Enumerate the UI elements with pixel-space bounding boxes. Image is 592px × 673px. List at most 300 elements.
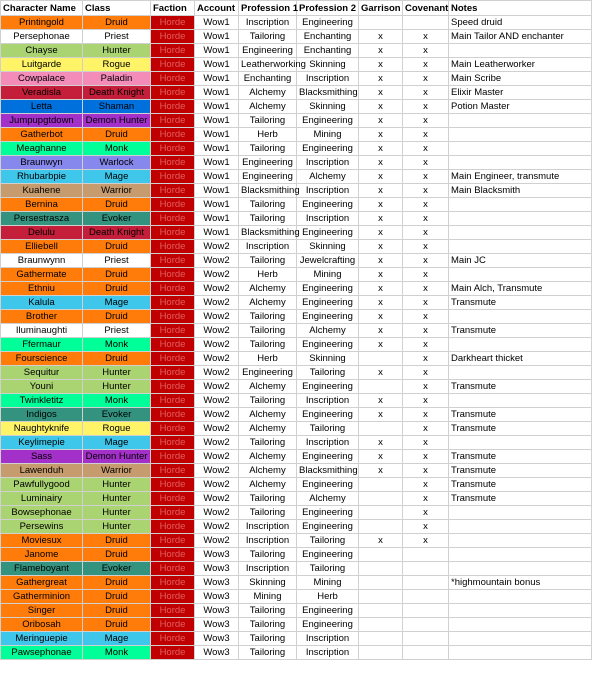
cell-class[interactable]: Evoker (83, 562, 151, 576)
cell-character-name[interactable]: Rhubarbpie (1, 170, 83, 184)
cell-profession-1[interactable]: Tailoring (239, 492, 297, 506)
cell-class[interactable]: Hunter (83, 520, 151, 534)
cell-faction[interactable]: Horde (151, 212, 195, 226)
cell-profession-2[interactable]: Inscription (297, 436, 359, 450)
cell-faction[interactable]: Horde (151, 86, 195, 100)
cell-profession-2[interactable]: Engineering (297, 604, 359, 618)
cell-profession-1[interactable]: Alchemy (239, 422, 297, 436)
cell-faction[interactable]: Horde (151, 590, 195, 604)
cell-garrison[interactable] (359, 576, 403, 590)
cell-character-name[interactable]: Bowsephonae (1, 506, 83, 520)
cell-covenant[interactable]: x (403, 198, 449, 212)
cell-faction[interactable]: Horde (151, 156, 195, 170)
cell-faction[interactable]: Horde (151, 464, 195, 478)
cell-garrison[interactable]: x (359, 324, 403, 338)
cell-faction[interactable]: Horde (151, 562, 195, 576)
cell-notes[interactable]: Transmute (449, 478, 592, 492)
cell-notes[interactable] (449, 44, 592, 58)
cell-notes[interactable] (449, 436, 592, 450)
cell-faction[interactable]: Horde (151, 548, 195, 562)
cell-covenant[interactable]: x (403, 128, 449, 142)
cell-character-name[interactable]: Meringuepie (1, 632, 83, 646)
cell-garrison[interactable]: x (359, 86, 403, 100)
cell-notes[interactable] (449, 268, 592, 282)
cell-garrison[interactable]: x (359, 198, 403, 212)
cell-character-name[interactable]: Braunwyn (1, 156, 83, 170)
cell-covenant[interactable]: x (403, 394, 449, 408)
cell-profession-2[interactable]: Mining (297, 128, 359, 142)
cell-profession-1[interactable]: Alchemy (239, 100, 297, 114)
cell-notes[interactable]: Main JC (449, 254, 592, 268)
cell-faction[interactable]: Horde (151, 226, 195, 240)
cell-character-name[interactable]: Braunwynn (1, 254, 83, 268)
cell-profession-2[interactable]: Engineering (297, 282, 359, 296)
cell-profession-1[interactable]: Engineering (239, 366, 297, 380)
cell-covenant[interactable]: x (403, 254, 449, 268)
cell-notes[interactable] (449, 618, 592, 632)
cell-notes[interactable]: Transmute (449, 492, 592, 506)
cell-class[interactable]: Monk (83, 646, 151, 660)
cell-faction[interactable]: Horde (151, 618, 195, 632)
cell-garrison[interactable]: x (359, 100, 403, 114)
cell-account[interactable]: Wow1 (195, 156, 239, 170)
cell-account[interactable]: Wow1 (195, 226, 239, 240)
cell-profession-2[interactable]: Skinning (297, 100, 359, 114)
cell-faction[interactable]: Horde (151, 506, 195, 520)
cell-character-name[interactable]: Jumpupgtdown (1, 114, 83, 128)
cell-profession-1[interactable]: Tailoring (239, 632, 297, 646)
cell-profession-1[interactable]: Blacksmithing (239, 226, 297, 240)
cell-covenant[interactable]: x (403, 240, 449, 254)
cell-profession-2[interactable]: Alchemy (297, 492, 359, 506)
cell-profession-1[interactable]: Inscription (239, 562, 297, 576)
cell-character-name[interactable]: Persewins (1, 520, 83, 534)
cell-class[interactable]: Druid (83, 128, 151, 142)
cell-notes[interactable]: Main Leatherworker (449, 58, 592, 72)
cell-account[interactable]: Wow2 (195, 506, 239, 520)
cell-profession-1[interactable]: Tailoring (239, 114, 297, 128)
cell-account[interactable]: Wow3 (195, 646, 239, 660)
cell-profession-2[interactable]: Herb (297, 590, 359, 604)
cell-class[interactable]: Rogue (83, 422, 151, 436)
cell-faction[interactable]: Horde (151, 450, 195, 464)
cell-account[interactable]: Wow1 (195, 44, 239, 58)
cell-profession-2[interactable]: Engineering (297, 380, 359, 394)
cell-profession-1[interactable]: Alchemy (239, 380, 297, 394)
cell-class[interactable]: Druid (83, 240, 151, 254)
cell-character-name[interactable]: Youni (1, 380, 83, 394)
cell-covenant[interactable]: x (403, 44, 449, 58)
cell-faction[interactable]: Horde (151, 170, 195, 184)
cell-covenant[interactable]: x (403, 212, 449, 226)
cell-notes[interactable] (449, 212, 592, 226)
cell-profession-2[interactable]: Engineering (297, 478, 359, 492)
cell-class[interactable]: Warlock (83, 156, 151, 170)
cell-garrison[interactable]: x (359, 30, 403, 44)
cell-profession-2[interactable]: Inscription (297, 156, 359, 170)
cell-profession-2[interactable]: Inscription (297, 632, 359, 646)
cell-covenant[interactable]: x (403, 86, 449, 100)
header-notes[interactable]: Notes (449, 1, 592, 16)
cell-profession-1[interactable]: Inscription (239, 240, 297, 254)
cell-account[interactable]: Wow1 (195, 184, 239, 198)
cell-class[interactable]: Monk (83, 142, 151, 156)
cell-faction[interactable]: Horde (151, 240, 195, 254)
cell-notes[interactable]: Transmute (449, 296, 592, 310)
cell-notes[interactable] (449, 646, 592, 660)
cell-covenant[interactable] (403, 548, 449, 562)
cell-garrison[interactable]: x (359, 142, 403, 156)
cell-profession-1[interactable]: Skinning (239, 576, 297, 590)
cell-covenant[interactable]: x (403, 226, 449, 240)
cell-garrison[interactable]: x (359, 212, 403, 226)
cell-account[interactable]: Wow1 (195, 86, 239, 100)
cell-faction[interactable]: Horde (151, 30, 195, 44)
cell-faction[interactable]: Horde (151, 338, 195, 352)
cell-account[interactable]: Wow3 (195, 632, 239, 646)
cell-garrison[interactable] (359, 380, 403, 394)
cell-profession-1[interactable]: Tailoring (239, 212, 297, 226)
cell-character-name[interactable]: Luitgarde (1, 58, 83, 72)
header-profession-2[interactable]: Profession 2 (297, 1, 359, 16)
cell-account[interactable]: Wow1 (195, 16, 239, 30)
cell-covenant[interactable] (403, 590, 449, 604)
cell-profession-2[interactable]: Engineering (297, 618, 359, 632)
cell-garrison[interactable]: x (359, 534, 403, 548)
cell-garrison[interactable]: x (359, 296, 403, 310)
cell-garrison[interactable] (359, 352, 403, 366)
cell-account[interactable]: Wow2 (195, 324, 239, 338)
cell-class[interactable]: Druid (83, 548, 151, 562)
cell-notes[interactable]: Main Engineer, transmute (449, 170, 592, 184)
cell-character-name[interactable]: Kuahene (1, 184, 83, 198)
cell-faction[interactable]: Horde (151, 296, 195, 310)
cell-profession-1[interactable]: Inscription (239, 534, 297, 548)
cell-covenant[interactable]: x (403, 436, 449, 450)
cell-account[interactable]: Wow1 (195, 114, 239, 128)
cell-class[interactable]: Paladin (83, 72, 151, 86)
cell-notes[interactable]: Elixir Master (449, 86, 592, 100)
cell-notes[interactable] (449, 156, 592, 170)
cell-class[interactable]: Demon Hunter (83, 450, 151, 464)
cell-profession-1[interactable]: Tailoring (239, 618, 297, 632)
cell-notes[interactable] (449, 114, 592, 128)
cell-covenant[interactable]: x (403, 506, 449, 520)
cell-covenant[interactable]: x (403, 324, 449, 338)
cell-covenant[interactable]: x (403, 352, 449, 366)
cell-character-name[interactable]: Oribosah (1, 618, 83, 632)
cell-notes[interactable]: Transmute (449, 422, 592, 436)
cell-covenant[interactable]: x (403, 114, 449, 128)
cell-class[interactable]: Mage (83, 170, 151, 184)
cell-account[interactable]: Wow1 (195, 128, 239, 142)
header-covenant[interactable]: Covenant (403, 1, 449, 16)
cell-class[interactable]: Demon Hunter (83, 114, 151, 128)
cell-class[interactable]: Druid (83, 268, 151, 282)
cell-account[interactable]: Wow2 (195, 520, 239, 534)
cell-character-name[interactable]: Lawenduh (1, 464, 83, 478)
cell-profession-1[interactable]: Tailoring (239, 338, 297, 352)
cell-faction[interactable]: Horde (151, 352, 195, 366)
cell-profession-2[interactable]: Skinning (297, 240, 359, 254)
cell-profession-2[interactable]: Engineering (297, 296, 359, 310)
cell-garrison[interactable]: x (359, 436, 403, 450)
cell-character-name[interactable]: Gathermate (1, 268, 83, 282)
cell-profession-1[interactable]: Alchemy (239, 296, 297, 310)
cell-account[interactable]: Wow3 (195, 548, 239, 562)
cell-account[interactable]: Wow1 (195, 72, 239, 86)
cell-profession-1[interactable]: Herb (239, 128, 297, 142)
cell-faction[interactable]: Horde (151, 394, 195, 408)
cell-garrison[interactable]: x (359, 282, 403, 296)
cell-account[interactable]: Wow3 (195, 576, 239, 590)
cell-character-name[interactable]: Luminairy (1, 492, 83, 506)
cell-notes[interactable]: Main Alch, Transmute (449, 282, 592, 296)
cell-account[interactable]: Wow2 (195, 240, 239, 254)
cell-faction[interactable]: Horde (151, 100, 195, 114)
cell-class[interactable]: Hunter (83, 44, 151, 58)
cell-profession-2[interactable]: Enchanting (297, 30, 359, 44)
cell-account[interactable]: Wow2 (195, 352, 239, 366)
cell-profession-2[interactable]: Mining (297, 576, 359, 590)
cell-covenant[interactable]: x (403, 338, 449, 352)
cell-garrison[interactable]: x (359, 366, 403, 380)
cell-covenant[interactable]: x (403, 534, 449, 548)
cell-garrison[interactable]: x (359, 184, 403, 198)
cell-class[interactable]: Druid (83, 282, 151, 296)
cell-notes[interactable] (449, 590, 592, 604)
cell-faction[interactable]: Horde (151, 520, 195, 534)
cell-faction[interactable]: Horde (151, 422, 195, 436)
cell-profession-1[interactable]: Enchanting (239, 72, 297, 86)
cell-account[interactable]: Wow1 (195, 58, 239, 72)
cell-character-name[interactable]: Cowpalace (1, 72, 83, 86)
cell-profession-2[interactable]: Engineering (297, 226, 359, 240)
cell-notes[interactable] (449, 142, 592, 156)
cell-profession-2[interactable]: Engineering (297, 450, 359, 464)
cell-notes[interactable] (449, 310, 592, 324)
cell-notes[interactable] (449, 240, 592, 254)
cell-class[interactable]: Monk (83, 394, 151, 408)
cell-covenant[interactable]: x (403, 142, 449, 156)
header-garrison[interactable]: Garrison (359, 1, 403, 16)
cell-notes[interactable] (449, 394, 592, 408)
cell-notes[interactable] (449, 128, 592, 142)
cell-profession-2[interactable]: Jewelcrafting (297, 254, 359, 268)
cell-profession-2[interactable]: Enchanting (297, 44, 359, 58)
cell-covenant[interactable]: x (403, 520, 449, 534)
cell-covenant[interactable] (403, 646, 449, 660)
cell-profession-1[interactable]: Tailoring (239, 324, 297, 338)
cell-character-name[interactable]: Gatherminion (1, 590, 83, 604)
cell-garrison[interactable] (359, 562, 403, 576)
cell-class[interactable]: Priest (83, 324, 151, 338)
cell-profession-2[interactable]: Engineering (297, 520, 359, 534)
cell-account[interactable]: Wow2 (195, 436, 239, 450)
cell-garrison[interactable]: x (359, 394, 403, 408)
cell-profession-2[interactable]: Tailoring (297, 366, 359, 380)
cell-character-name[interactable]: Gathergreat (1, 576, 83, 590)
cell-faction[interactable]: Horde (151, 632, 195, 646)
cell-profession-1[interactable]: Alchemy (239, 282, 297, 296)
cell-character-name[interactable]: Elliebell (1, 240, 83, 254)
cell-faction[interactable]: Horde (151, 198, 195, 212)
cell-character-name[interactable]: Keylimepie (1, 436, 83, 450)
cell-garrison[interactable]: x (359, 240, 403, 254)
cell-profession-2[interactable]: Inscription (297, 184, 359, 198)
cell-notes[interactable]: Transmute (449, 464, 592, 478)
cell-profession-2[interactable]: Engineering (297, 198, 359, 212)
cell-notes[interactable]: Main Tailor AND enchanter (449, 30, 592, 44)
cell-faction[interactable]: Horde (151, 58, 195, 72)
cell-account[interactable]: Wow2 (195, 268, 239, 282)
cell-character-name[interactable]: Janome (1, 548, 83, 562)
cell-account[interactable]: Wow1 (195, 198, 239, 212)
cell-account[interactable]: Wow2 (195, 282, 239, 296)
cell-account[interactable]: Wow2 (195, 408, 239, 422)
cell-garrison[interactable]: x (359, 44, 403, 58)
cell-profession-2[interactable]: Inscription (297, 646, 359, 660)
cell-class[interactable]: Druid (83, 310, 151, 324)
cell-faction[interactable]: Horde (151, 184, 195, 198)
cell-character-name[interactable]: Delulu (1, 226, 83, 240)
cell-profession-2[interactable]: Inscription (297, 394, 359, 408)
cell-notes[interactable]: Main Blacksmith (449, 184, 592, 198)
cell-covenant[interactable]: x (403, 58, 449, 72)
cell-faction[interactable]: Horde (151, 16, 195, 30)
cell-garrison[interactable] (359, 548, 403, 562)
cell-covenant[interactable] (403, 632, 449, 646)
cell-profession-2[interactable]: Engineering (297, 506, 359, 520)
cell-notes[interactable] (449, 604, 592, 618)
cell-notes[interactable] (449, 548, 592, 562)
cell-character-name[interactable]: Flameboyant (1, 562, 83, 576)
cell-garrison[interactable]: x (359, 268, 403, 282)
cell-faction[interactable]: Horde (151, 366, 195, 380)
cell-covenant[interactable] (403, 576, 449, 590)
cell-character-name[interactable]: Persephonae (1, 30, 83, 44)
cell-character-name[interactable]: Pawsephonae (1, 646, 83, 660)
cell-faction[interactable]: Horde (151, 604, 195, 618)
cell-profession-1[interactable]: Tailoring (239, 436, 297, 450)
cell-covenant[interactable] (403, 562, 449, 576)
cell-covenant[interactable]: x (403, 408, 449, 422)
cell-profession-2[interactable]: Inscription (297, 72, 359, 86)
cell-covenant[interactable]: x (403, 30, 449, 44)
cell-notes[interactable] (449, 198, 592, 212)
cell-covenant[interactable]: x (403, 478, 449, 492)
header-faction[interactable]: Faction (151, 1, 195, 16)
cell-account[interactable]: Wow2 (195, 338, 239, 352)
cell-profession-2[interactable]: Alchemy (297, 170, 359, 184)
cell-profession-1[interactable]: Alchemy (239, 86, 297, 100)
cell-class[interactable]: Warrior (83, 464, 151, 478)
cell-class[interactable]: Hunter (83, 506, 151, 520)
cell-faction[interactable]: Horde (151, 310, 195, 324)
cell-profession-1[interactable]: Herb (239, 352, 297, 366)
cell-faction[interactable]: Horde (151, 408, 195, 422)
cell-character-name[interactable]: Twinkletitz (1, 394, 83, 408)
cell-garrison[interactable]: x (359, 338, 403, 352)
cell-profession-2[interactable]: Engineering (297, 548, 359, 562)
cell-profession-1[interactable]: Alchemy (239, 478, 297, 492)
cell-profession-1[interactable]: Inscription (239, 520, 297, 534)
cell-profession-1[interactable]: Tailoring (239, 548, 297, 562)
cell-class[interactable]: Druid (83, 618, 151, 632)
cell-profession-1[interactable]: Leatherworking (239, 58, 297, 72)
cell-garrison[interactable] (359, 604, 403, 618)
cell-faction[interactable]: Horde (151, 114, 195, 128)
cell-notes[interactable]: Darkheart thicket (449, 352, 592, 366)
header-character-name[interactable]: Character Name (1, 1, 83, 16)
cell-covenant[interactable] (403, 16, 449, 30)
cell-covenant[interactable]: x (403, 380, 449, 394)
cell-notes[interactable] (449, 506, 592, 520)
cell-covenant[interactable]: x (403, 72, 449, 86)
cell-profession-1[interactable]: Tailoring (239, 646, 297, 660)
cell-garrison[interactable] (359, 632, 403, 646)
cell-faction[interactable]: Horde (151, 254, 195, 268)
cell-class[interactable]: Hunter (83, 492, 151, 506)
header-account[interactable]: Account (195, 1, 239, 16)
cell-character-name[interactable]: Kalula (1, 296, 83, 310)
cell-class[interactable]: Druid (83, 534, 151, 548)
cell-profession-1[interactable]: Tailoring (239, 30, 297, 44)
cell-notes[interactable]: Main Scribe (449, 72, 592, 86)
cell-garrison[interactable]: x (359, 408, 403, 422)
cell-account[interactable]: Wow3 (195, 562, 239, 576)
cell-character-name[interactable]: Bernina (1, 198, 83, 212)
cell-class[interactable]: Rogue (83, 58, 151, 72)
cell-account[interactable]: Wow1 (195, 100, 239, 114)
cell-account[interactable]: Wow2 (195, 422, 239, 436)
cell-covenant[interactable]: x (403, 296, 449, 310)
cell-notes[interactable]: Speed druid (449, 16, 592, 30)
cell-account[interactable]: Wow1 (195, 212, 239, 226)
cell-profession-2[interactable]: Engineering (297, 114, 359, 128)
cell-character-name[interactable]: Ethniu (1, 282, 83, 296)
cell-notes[interactable] (449, 534, 592, 548)
cell-character-name[interactable]: Brother (1, 310, 83, 324)
cell-profession-2[interactable]: Tailoring (297, 534, 359, 548)
cell-character-name[interactable]: Letta (1, 100, 83, 114)
cell-notes[interactable]: Transmute (449, 450, 592, 464)
cell-class[interactable]: Evoker (83, 212, 151, 226)
cell-class[interactable]: Hunter (83, 366, 151, 380)
cell-character-name[interactable]: Indigos (1, 408, 83, 422)
cell-garrison[interactable] (359, 492, 403, 506)
cell-profession-2[interactable]: Alchemy (297, 324, 359, 338)
cell-profession-2[interactable]: Blacksmithing (297, 464, 359, 478)
cell-class[interactable]: Druid (83, 198, 151, 212)
cell-character-name[interactable]: Ffermaur (1, 338, 83, 352)
cell-covenant[interactable]: x (403, 310, 449, 324)
cell-notes[interactable]: Transmute (449, 380, 592, 394)
cell-faction[interactable]: Horde (151, 142, 195, 156)
cell-account[interactable]: Wow1 (195, 170, 239, 184)
cell-profession-2[interactable]: Engineering (297, 408, 359, 422)
cell-profession-2[interactable]: Engineering (297, 142, 359, 156)
cell-garrison[interactable] (359, 520, 403, 534)
cell-character-name[interactable]: Sass (1, 450, 83, 464)
cell-character-name[interactable]: Printingold (1, 16, 83, 30)
cell-garrison[interactable] (359, 646, 403, 660)
cell-profession-1[interactable]: Tailoring (239, 310, 297, 324)
cell-garrison[interactable] (359, 506, 403, 520)
cell-garrison[interactable] (359, 16, 403, 30)
cell-class[interactable]: Death Knight (83, 86, 151, 100)
cell-profession-1[interactable]: Tailoring (239, 604, 297, 618)
